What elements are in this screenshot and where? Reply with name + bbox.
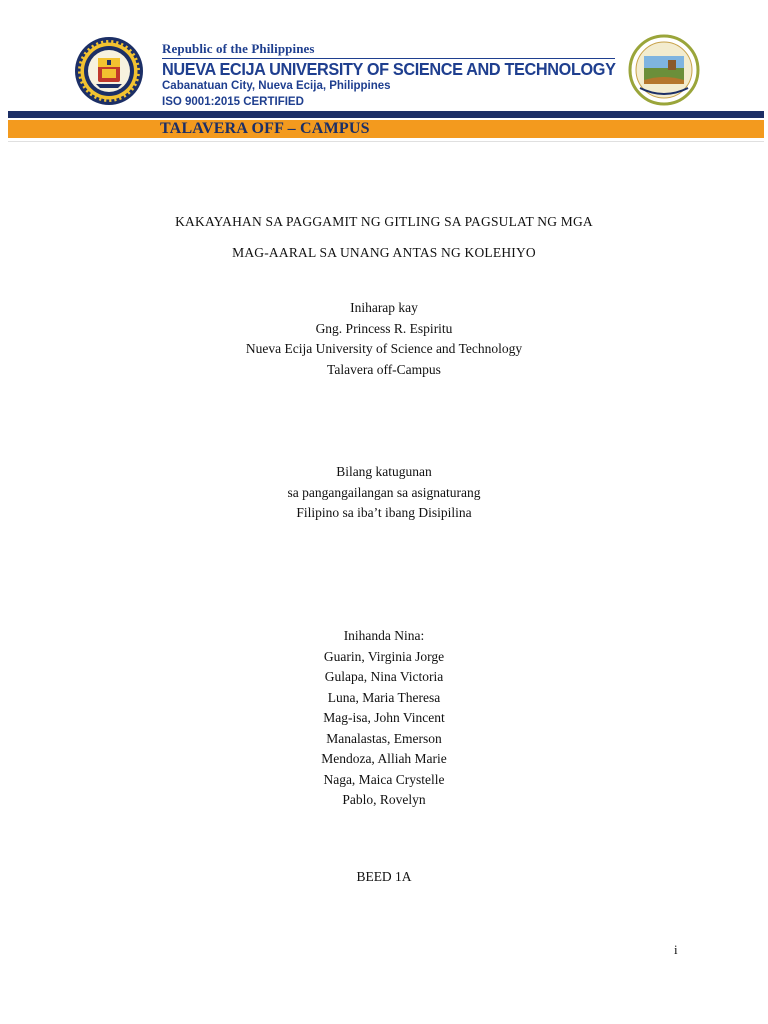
author-name: Pablo, Rovelyn — [342, 792, 426, 807]
author-name: Luna, Maria Theresa — [327, 689, 441, 705]
fulfillment-line: sa pangangailangan sa asignaturang — [287, 484, 481, 500]
prepared-by-label: Inihanda Nina: — [343, 628, 425, 643]
page-number: i — [674, 942, 678, 957]
author-name: Manalastas, Emerson — [326, 730, 442, 746]
university-address: Cabanatuan City, Nueva Ecija, Philippines — [162, 80, 391, 92]
prepared-by-block — [0, 626, 768, 811]
author-name: Naga, Maica Crystelle — [323, 771, 445, 787]
adviser-name: Gng. Princess R. Espiritu — [315, 320, 453, 336]
presented-to-label: Iniharap kay — [350, 300, 418, 315]
university-seal-icon — [74, 36, 144, 106]
campus-seal-icon — [628, 34, 700, 106]
fulfillment-line: Bilang katugunan — [336, 464, 432, 479]
author-name: Mendoza, Alliah Marie — [321, 751, 447, 766]
republic-label: Republic of the Philippines — [162, 41, 315, 56]
campus-label: TALAVERA OFF – CAMPUS — [160, 120, 370, 137]
header-divider — [8, 141, 764, 142]
section-block — [0, 867, 768, 888]
presented-to-block — [0, 298, 768, 380]
orange-band — [8, 120, 764, 138]
author-name: Guarin, Virginia Jorge — [323, 648, 445, 664]
author-name: Mag-isa, John Vincent — [323, 710, 445, 725]
title-line: KAKAYAHAN SA PAGGAMIT NG GITLING SA PAGSULAT NG MGA — [175, 214, 593, 229]
navy-band — [8, 111, 764, 118]
institution-name: Nueva Ecija University of Science and Technology — [245, 341, 523, 356]
campus-name: Talavera off-Campus — [327, 361, 441, 377]
university-name: NUEVA ECIJA UNIVERSITY OF SCIENCE AND TECHNOLOGY — [162, 59, 616, 79]
fulfillment-block — [0, 462, 768, 524]
section-label: BEED 1A — [356, 869, 412, 884]
letterhead — [8, 20, 764, 143]
fulfillment-line: Filipino sa iba’t ibang Disipilina — [296, 505, 472, 520]
document-title — [0, 206, 768, 268]
iso-certification: ISO 9001:2015 CERTIFIED — [162, 96, 304, 108]
author-name: Gulapa, Nina Victoria — [324, 669, 444, 684]
title-line: MAG-AARAL SA UNANG ANTAS NG KOLEHIYO — [232, 245, 536, 260]
